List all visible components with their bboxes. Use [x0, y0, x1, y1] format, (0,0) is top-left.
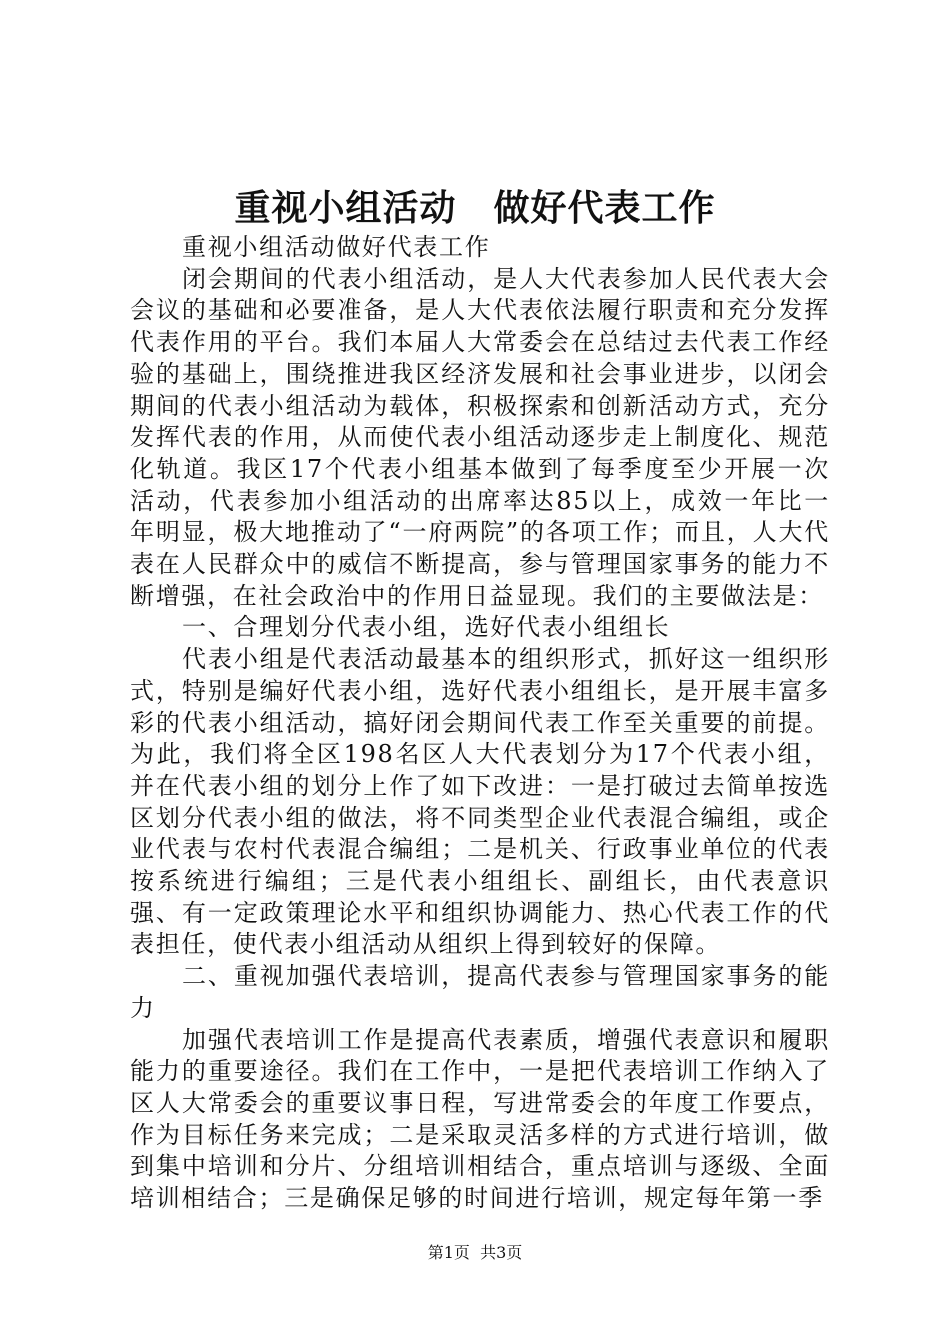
document-title: 重视小组活动 做好代表工作	[234, 187, 716, 229]
page-number-footer: 第1页 共3页	[427, 1243, 523, 1262]
section-heading-2: 二、重视加强代表培训，提高代表参与管理国家事务的能力	[130, 962, 830, 1022]
paragraph-subtitle: 重视小组活动做好代表工作	[182, 233, 491, 261]
paragraph-intro: 闭会期间的代表小组活动，是人大代表参加人民代表大会会议的基础和必要准备，是人大代表依法履行职责和充分发挥代表作用的平台。我们本届人大常委会在总结过去代表工作经验的基础上，围绕推进我区经济发展和社会事业进步，以闭会期间的代表小组活动为载体，积极探索和创新活动方式，充分发挥代表的作用，从而使代表小组活动逐步走上制度化、规范化轨道。我区17个代表小组基本做到了每季度至少开展一次活动，代表参加小组活动的出席率达85以上，成效一年比一年明显，极大地推动了“一府两院”的各项工作；而且，人大代表在人民群众中的威信不断提高，参与管理国家事务的能力不断增强，在社会政治中的作用日益显现。我们的主要做法是：	[130, 264, 830, 610]
document-body	[130, 232, 830, 1215]
section-heading-1: 一、合理划分代表小组，选好代表小组组长	[182, 613, 671, 642]
paragraph-section-2: 加强代表培训工作是提高代表素质，增强代表意识和履职能力的重要途径。我们在工作中，一是把代表培训工作纳入了区人大常委会的重要议事日程，写进常委会的年度工作要点，作为目标任务来完成；二是采取灵活多样的方式进行培训，做到集中培训和分片、分组培训相结合，重点培训与逐级、全面培训相结合；三是确保足够的时间进行培训，规定每年第一季	[130, 1025, 830, 1213]
paragraph-section-1: 代表小组是代表活动最基本的组织形式，抓好这一组织形式，特别是编好代表小组，选好代表小组组长，是开展丰富多彩的代表小组活动，搞好闭会期间代表工作至关重要的前提。为此，我们将全区198名区人大代表划分为17个代表小组，并在代表小组的划分上作了如下改进：一是打破过去简单按选区划分代表小组的做法，将不同类型企业代表混合编组，或企业代表与农村代表混合编组；二是机关、行政事业单位的代表按系统进行编组；三是代表小组组长、副组长，由代表意识强、有一定政策理论水平和组织协调能力、热心代表工作的代表担任，使代表小组活动从组织上得到较好的保障。	[130, 645, 830, 959]
